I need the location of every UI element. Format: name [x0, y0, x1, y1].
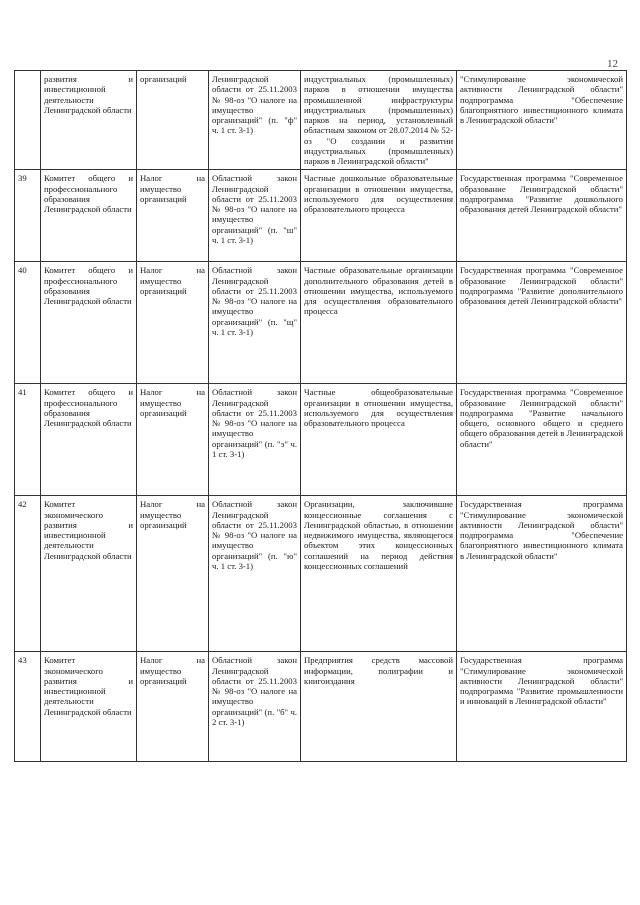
table-row [15, 652, 627, 762]
beneficiary-category-cell: Организации, заключившие концессионные соглашения с Ленинградской областью, в отношении недвижимого имущества, являющегося объектом этих концессионных соглашений на период действия концессионных соглашений [301, 496, 457, 652]
beneficiary-category-cell: Частные дошкольные образовательные организации в отношении имущества, используемого для осуществления образовательного процесса [301, 170, 457, 262]
state-program-cell: Государственная программа "Современное образование Ленинградской области" подпрограмма "Развитие начального общего, основного общего и среднего общего образования детей в Ленинградской области" [457, 384, 627, 496]
legal-act-cell: Областной закон Ленинградской области от 25.11.2003 № 98-оз "О налоге на имущество организаций" (п. "э" ч. 1 ст. 3-1) [209, 384, 301, 496]
tax-name-cell: Налог на имущество организаций [137, 170, 209, 262]
state-program-cell: Государственная программа "Современное образование Ленинградской области" подпрограмма "Развитие дошкольного образования детей Ленинградской области" [457, 170, 627, 262]
curator-cell: Комитет экономического развития и инвестиционной деятельности Ленинградской области [41, 496, 137, 652]
curator-cell: Комитет общего и профессионального образования Ленинградской области [41, 170, 137, 262]
row-number: 39 [15, 170, 41, 262]
table-row [15, 170, 627, 262]
curator-cell: Комитет общего и профессионального образования Ленинградской области [41, 384, 137, 496]
tax-name-cell: Налог на имущество организаций [137, 262, 209, 384]
curator-cell: Комитет общего и профессионального образования Ленинградской области [41, 262, 137, 384]
tax-benefits-table-container [14, 70, 626, 762]
state-program-cell: Государственная программа "Современное образование Ленинградской области" подпрограмма "Развитие дополнительного образования детей Ленинградской области" [457, 262, 627, 384]
state-program-cell: "Стимулирование экономической активности Ленинградской области" подпрограмма "Обеспечение благоприятного инвестиционного климата в Ленинградской области" [457, 71, 627, 170]
page-number: 12 [607, 58, 618, 70]
state-program-cell: Государственная программа "Стимулирование экономической активности Ленинградской области" подпрограмма "Развитие промышленности и инноваций в Ленинградской области" [457, 652, 627, 762]
table-row [15, 384, 627, 496]
tax-name-cell: Налог на имущество организаций [137, 496, 209, 652]
row-number [15, 71, 41, 170]
legal-act-cell: Областной закон Ленинградской области от 25.11.2003 № 98-оз "О налоге на имущество организаций" (п. "щ" ч. 1 ст. 3-1) [209, 262, 301, 384]
table-row [15, 71, 627, 170]
curator-cell: развития и инвестиционной деятельности Ленинградской области [41, 71, 137, 170]
beneficiary-category-cell: индустриальных (промышленных) парков в отношении имущества промышленной инфраструктуры индустриальных (промышленных) парков на период, установленный областным законом от 28.07.2014 № 52-оз "О создании и развитии индустриальных (промышленных) парков в Ленинградской области" [301, 71, 457, 170]
tax-name-cell: Налог на имущество организаций [137, 652, 209, 762]
tax-name-cell: Налог на имущество организаций [137, 384, 209, 496]
row-number: 41 [15, 384, 41, 496]
beneficiary-category-cell: Предприятия средств массовой информации, полиграфии и книгоиздания [301, 652, 457, 762]
beneficiary-category-cell: Частные общеобразовательные организации в отношении имущества, используемого для осуществления образовательного процесса [301, 384, 457, 496]
legal-act-cell: Областной закон Ленинградской области от 25.11.2003 № 98-оз "О налоге на имущество организаций" (п. "ю" ч. 1 ст. 3-1) [209, 496, 301, 652]
row-number: 40 [15, 262, 41, 384]
row-number: 42 [15, 496, 41, 652]
legal-act-cell: Областной закон Ленинградской области от 25.11.2003 № 98-оз "О налоге на имущество организаций" (п. "б" ч. 2 ст. 3-1) [209, 652, 301, 762]
beneficiary-category-cell: Частные образовательные организации дополнительного образования детей в отношении имущества, используемого для осуществления образовательного процесса [301, 262, 457, 384]
legal-act-cell: Областной закон Ленинградской области от 25.11.2003 № 98-оз "О налоге на имущество организаций" (п. "ш" ч. 1 ст. 3-1) [209, 170, 301, 262]
table-row [15, 496, 627, 652]
table-row [15, 262, 627, 384]
state-program-cell: Государственная программа "Стимулирование экономической активности Ленинградской области" подпрограмма "Обеспечение благоприятного инвестиционного климата в Ленинградской области" [457, 496, 627, 652]
tax-benefits-table [14, 70, 627, 762]
curator-cell: Комитет экономического развития и инвестиционной деятельности Ленинградской области [41, 652, 137, 762]
legal-act-cell: Ленинградской области от 25.11.2003 № 98-оз "О налоге на имущество организаций" (п. "ф" ч. 1 ст. 3-1) [209, 71, 301, 170]
row-number: 43 [15, 652, 41, 762]
tax-name-cell: организаций [137, 71, 209, 170]
